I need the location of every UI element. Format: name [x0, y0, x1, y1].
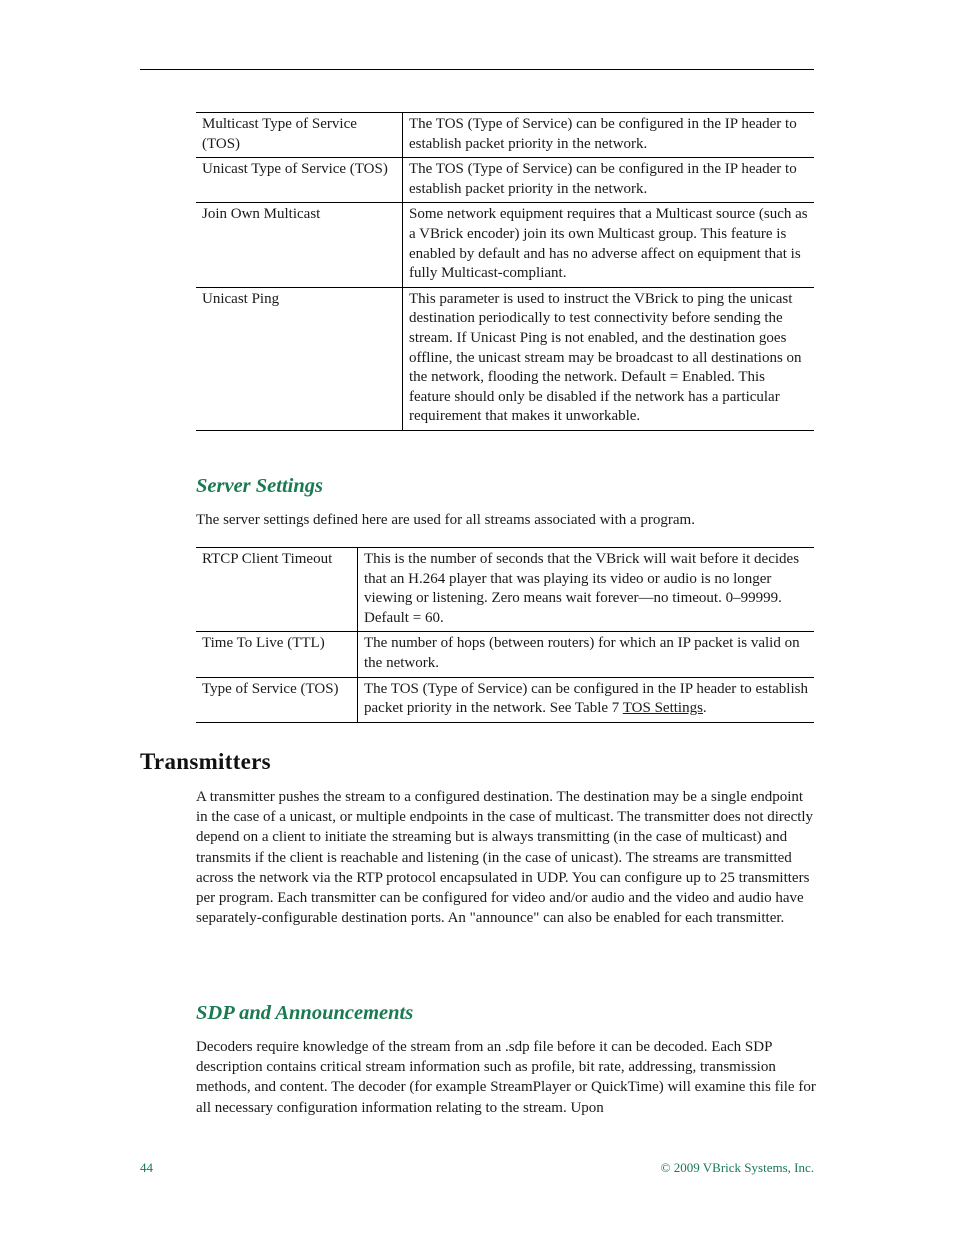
parameter-name: Unicast Ping	[196, 287, 403, 430]
parameter-name: Time To Live (TTL)	[196, 632, 358, 677]
parameter-description: This is the number of seconds that the VBrick will wait before it decides that an H.264 player that was playing its video or audio is no longer viewing or listening. Zero means wait forever—no timeout. 0–99999. Default = 60.	[364, 551, 800, 626]
description-suffix: .	[702, 700, 707, 717]
table-row	[196, 158, 814, 203]
table-row	[196, 203, 814, 287]
table-row	[196, 677, 814, 722]
server-settings-table	[196, 547, 814, 723]
header-rule	[140, 69, 814, 70]
parameter-description: This parameter is used to instruct the VBrick to ping the unicast destination periodically to test connectivity before sending the stream. If Unicast Ping is not enabled, and the destination goes offline, the unicast stream may be broadcast to all destinations on the network, flooding the network. Default = Enabled. This feature should only be disabled if the network has a particular requirement that makes it unworkable.	[409, 290, 802, 425]
transmitters-title: Transmitters	[140, 749, 271, 774]
server-settings-intro: The server settings defined here are used for all streams associated with a program.	[196, 512, 695, 528]
table-row	[196, 632, 814, 677]
copyright-notice: © 2009 VBrick Systems, Inc.	[660, 1160, 814, 1175]
table-row	[196, 287, 814, 430]
server-settings-heading: Server Settings	[196, 475, 323, 497]
parameter-description: The number of hops (between routers) for which an IP packet is valid on the network.	[364, 635, 800, 671]
page-number: 44	[140, 1160, 153, 1175]
tos-settings-link[interactable]: TOS Settings	[622, 700, 703, 717]
parameter-name: RTCP Client Timeout	[196, 548, 358, 632]
parameter-description: Some network equipment requires that a Multicast source (such as a VBrick encoder) join its own Multicast group. This feature is enabled by default and has no adverse affect on equipment that is fully Multicast-compliant.	[409, 206, 808, 282]
description-text: The TOS (Type of Service) can be configured in the IP header to establish packet priority in the network. See Table 7	[364, 680, 808, 717]
sdp-body: Decoders require knowledge of the stream from an .sdp file before it can be decoded. Each SDP description contains critical stream information such as profile, bit rate, addressing, transmission methods, and content. The decoder (for example StreamPlayer or QuickTime) will examine this file for all necessary configuration information relating to the stream. Upon	[196, 1039, 816, 1116]
parameter-name: Multicast Type of Service (TOS)	[196, 113, 403, 158]
table-row	[196, 113, 814, 158]
sdp-heading: SDP and Announcements	[196, 1002, 414, 1024]
table-row	[196, 548, 814, 632]
parameter-description	[358, 677, 815, 722]
parameter-description: The TOS (Type of Service) can be configured in the IP header to establish packet priority in the network.	[409, 161, 797, 197]
parameter-description: The TOS (Type of Service) can be configured in the IP header to establish packet priority in the network.	[409, 116, 797, 152]
transmitters-body: A transmitter pushes the stream to a configured destination. The destination may be a single endpoint in the case of a unicast, or multiple endpoints in the case of multicast. The transmitter does not directly depend on a client to initiate the streaming but is always transmitting (in the case of multicast) and transmits if the client is reachable and listening (in the case of unicast). The streams are transmitted across the network via the RTP protocol encapsulated in UDP. You can configure up to 25 transmitters per program. Each transmitter can be configured for video and/or audio and the video and audio have separately-configurable destination ports. An "announce" can also be enabled for each transmitter.	[196, 789, 814, 927]
parameter-name: Type of Service (TOS)	[196, 677, 358, 722]
parameter-name: Unicast Type of Service (TOS)	[196, 158, 403, 203]
network-parameters-table	[196, 112, 814, 431]
parameter-name: Join Own Multicast	[196, 203, 403, 287]
